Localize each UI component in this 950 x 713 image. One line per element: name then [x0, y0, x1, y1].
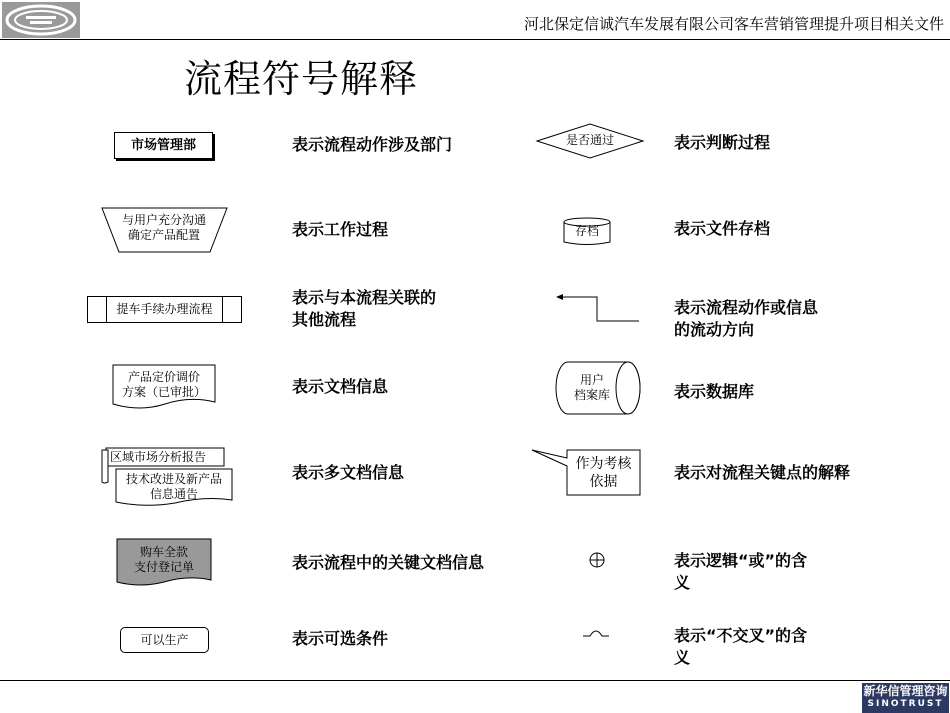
multi-document-description: 表示多文档信息 [292, 463, 405, 482]
logic-or-description-line: 义 [674, 573, 691, 592]
flow-arrow-line [560, 297, 639, 321]
flow-direction-description-line: 表示流程动作或信息 [674, 298, 819, 317]
archive-description: 表示文件存档 [674, 219, 771, 238]
related-process-description-line: 其他流程 [292, 310, 357, 329]
related-process-right-bar [222, 297, 241, 322]
database-symbol-text [560, 373, 624, 403]
document-description: 表示文档信息 [292, 377, 389, 396]
optional-condition-symbol: 可以生产 [120, 627, 209, 653]
flow-arrow-head [556, 294, 563, 300]
department-symbol: 市场管理部 [114, 132, 213, 159]
key-document-symbol-text [117, 545, 211, 575]
flow-direction-description-line: 的流动方向 [674, 320, 755, 339]
related-process-label: 提车手续办理流程 [116, 302, 213, 316]
decision-description: 表示判断过程 [674, 133, 771, 152]
header-title: 河北保定信诚汽车发展有限公司客车营销管理提升项目相关文件 [523, 15, 944, 33]
document-symbol-line: 方案（已审批） [121, 385, 206, 399]
comment-symbol-line: 作为考核 [575, 456, 632, 472]
document-symbol-line: 产品定价调价 [127, 370, 200, 384]
related-process-left-bar [88, 297, 107, 322]
related-process-description-line: 表示与本流程关联的 [292, 288, 437, 307]
optional-condition-description: 表示可选条件 [292, 629, 389, 648]
page-title: 流程符号解释 [184, 57, 419, 101]
process-symbol-line: 与用户充分沟通 [121, 213, 206, 227]
database-symbol-line: 档案库 [573, 388, 610, 402]
process-description: 表示工作过程 [292, 220, 389, 239]
archive-symbol-label: 存档 [574, 224, 599, 238]
sinotrust-logo [862, 683, 949, 713]
multi-document-front-text [116, 472, 232, 502]
process-symbol-text [110, 213, 218, 243]
no-cross-jump-line [583, 631, 609, 636]
brand-cn: 新华信管理咨询 [863, 684, 948, 698]
database-symbol-line: 用户 [579, 373, 604, 387]
key-document-description: 表示流程中的关键文档信息 [292, 553, 485, 572]
brand-en: SINOTRUST [867, 699, 944, 709]
key-document-symbol-line: 支付登记单 [133, 560, 194, 574]
related-process-symbol [87, 296, 242, 323]
multi-document-front-line: 信息通告 [149, 487, 198, 501]
related-process-description [292, 287, 436, 331]
flow-direction-description [674, 297, 818, 341]
department-description: 表示流程动作涉及部门 [292, 135, 453, 154]
no-cross-description-line: 表示“不交叉”的含 [674, 626, 808, 645]
logic-or-description [674, 550, 807, 594]
no-cross-description-line: 义 [674, 648, 691, 667]
no-cross-description [674, 625, 807, 669]
comment-symbol-line: 依据 [589, 474, 618, 490]
decision-symbol-label: 是否通过 [565, 133, 614, 147]
database-description: 表示数据库 [674, 382, 755, 401]
comment-symbol-text [567, 455, 640, 491]
logic-or-description-line: 表示逻辑“或”的含 [674, 551, 808, 570]
multi-document-back-label: 区域市场分析报告 [110, 450, 207, 464]
key-document-symbol-line: 购车全款 [139, 545, 188, 559]
multi-document-front-line: 技术改进及新产品 [125, 472, 222, 486]
document-symbol-text [113, 370, 215, 400]
process-symbol-line: 确定产品配置 [127, 228, 200, 242]
footer-divider [0, 680, 950, 681]
comment-description: 表示对流程关键点的解释 [674, 463, 851, 482]
